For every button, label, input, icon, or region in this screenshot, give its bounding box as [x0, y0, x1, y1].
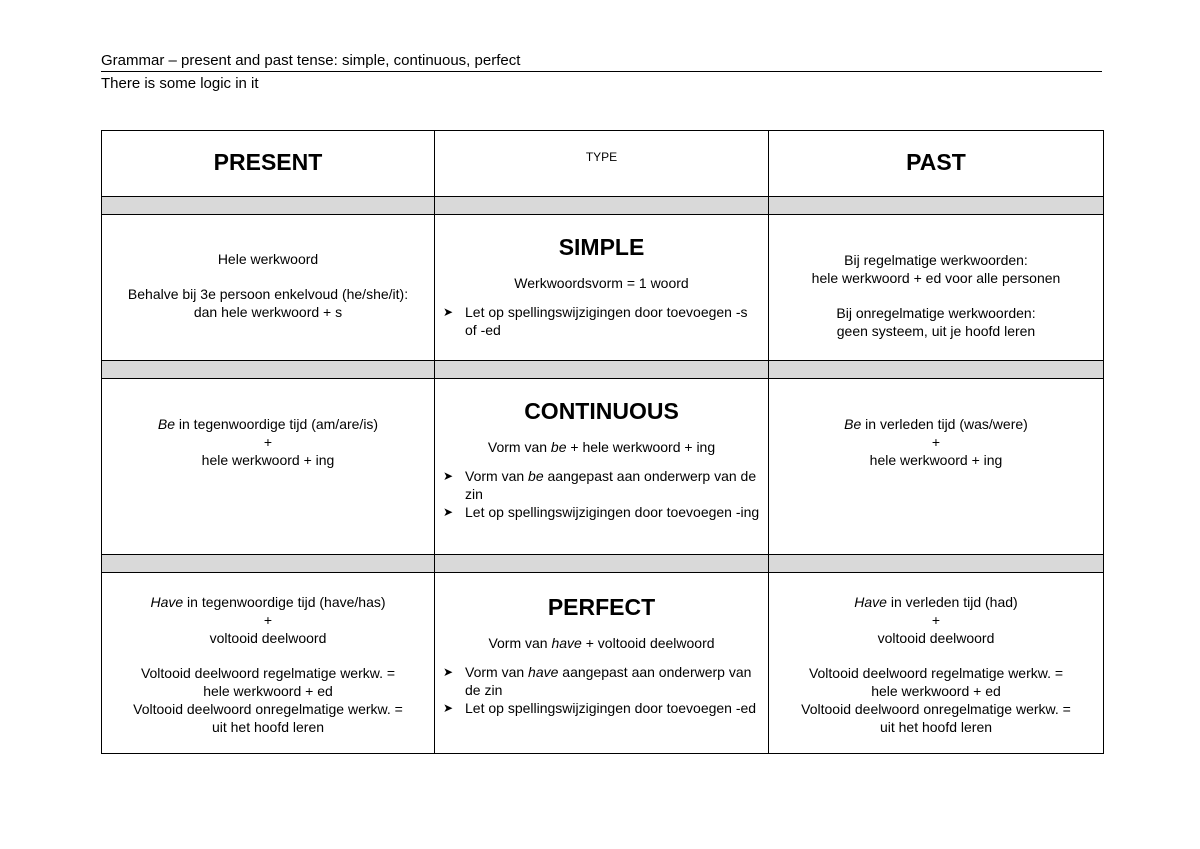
continuous-type-cell: CONTINUOUS Vorm van be + hele werkwoord + ing ➤ Vorm van be aangepast aan onderwerp van de zin ➤ Let op spellingswijzigingen door toevoegen -ing — [435, 379, 769, 555]
continuous-past-cell: Be in verleden tijd (was/were) + hele werkwoord + ing — [769, 379, 1104, 555]
header-row — [102, 131, 1104, 197]
document-subtitle: There is some logic in it — [101, 75, 259, 92]
list-item: ➤ Let op spellingswijzigingen door toevoegen -ed — [443, 699, 760, 717]
perfect-title: PERFECT — [547, 594, 656, 620]
separator-row — [102, 197, 1104, 215]
separator-row — [102, 555, 1104, 573]
simple-present-cell: Hele werkwoord Behalve bij 3e persoon enkelvoud (he/she/it): dan hele werkwoord + s — [102, 215, 435, 361]
perfect-past-cell: Have in verleden tijd (had) + voltooid deelwoord Voltooid deelwoord regelmatige werkw. = hele werkwoord + ed Voltooid deelwoord onregelmatige werkw. = uit het hoofd leren — [769, 573, 1104, 754]
list-item: ➤ Vorm van be aangepast aan onderwerp van de zin — [443, 467, 760, 503]
list-item: ➤ Let op spellingswijzigingen door toevoegen -ing — [443, 503, 760, 521]
type-column-header: TYPE — [435, 131, 769, 197]
continuous-title: CONTINUOUS — [524, 398, 679, 424]
perfect-bullets — [443, 663, 760, 717]
simple-type-cell: SIMPLE Werkwoordsvorm = 1 woord ➤ Let op spellingswijzigingen door toevoegen -s of -ed — [435, 215, 769, 361]
simple-past-cell: Bij regelmatige werkwoorden: hele werkwoord + ed voor alle personen Bij onregelmatige werkwoorden: geen systeem, uit je hoofd leren — [769, 215, 1104, 361]
present-column-header: PRESENT — [102, 131, 435, 197]
continuous-row — [102, 379, 1104, 555]
document-title: Grammar – present and past tense: simple, continuous, perfect — [101, 51, 1102, 72]
past-column-header: PAST — [769, 131, 1104, 197]
perfect-present-cell: Have in tegenwoordige tijd (have/has) + voltooid deelwoord Voltooid deelwoord regelmatige werkw. = hele werkwoord + ed Voltooid deelwoord onregelmatige werkw. = uit het hoofd leren — [102, 573, 435, 754]
simple-title: SIMPLE — [558, 234, 645, 260]
simple-row — [102, 215, 1104, 361]
tense-table — [101, 130, 1104, 754]
list-item: ➤ Vorm van have aangepast aan onderwerp van de zin — [443, 663, 760, 699]
perfect-type-cell: PERFECT Vorm van have + voltooid deelwoord ➤ Vorm van have aangepast aan onderwerp van de zin ➤ Let op spellingswijzigingen door toevoegen -ed — [435, 573, 769, 754]
separator-row — [102, 361, 1104, 379]
continuous-present-cell: Be in tegenwoordige tijd (am/are/is) + hele werkwoord + ing — [102, 379, 435, 555]
list-item: ➤ Let op spellingswijzigingen door toevoegen -s of -ed — [443, 303, 760, 339]
perfect-row — [102, 573, 1104, 754]
simple-bullets — [443, 303, 760, 339]
continuous-bullets — [443, 467, 760, 521]
